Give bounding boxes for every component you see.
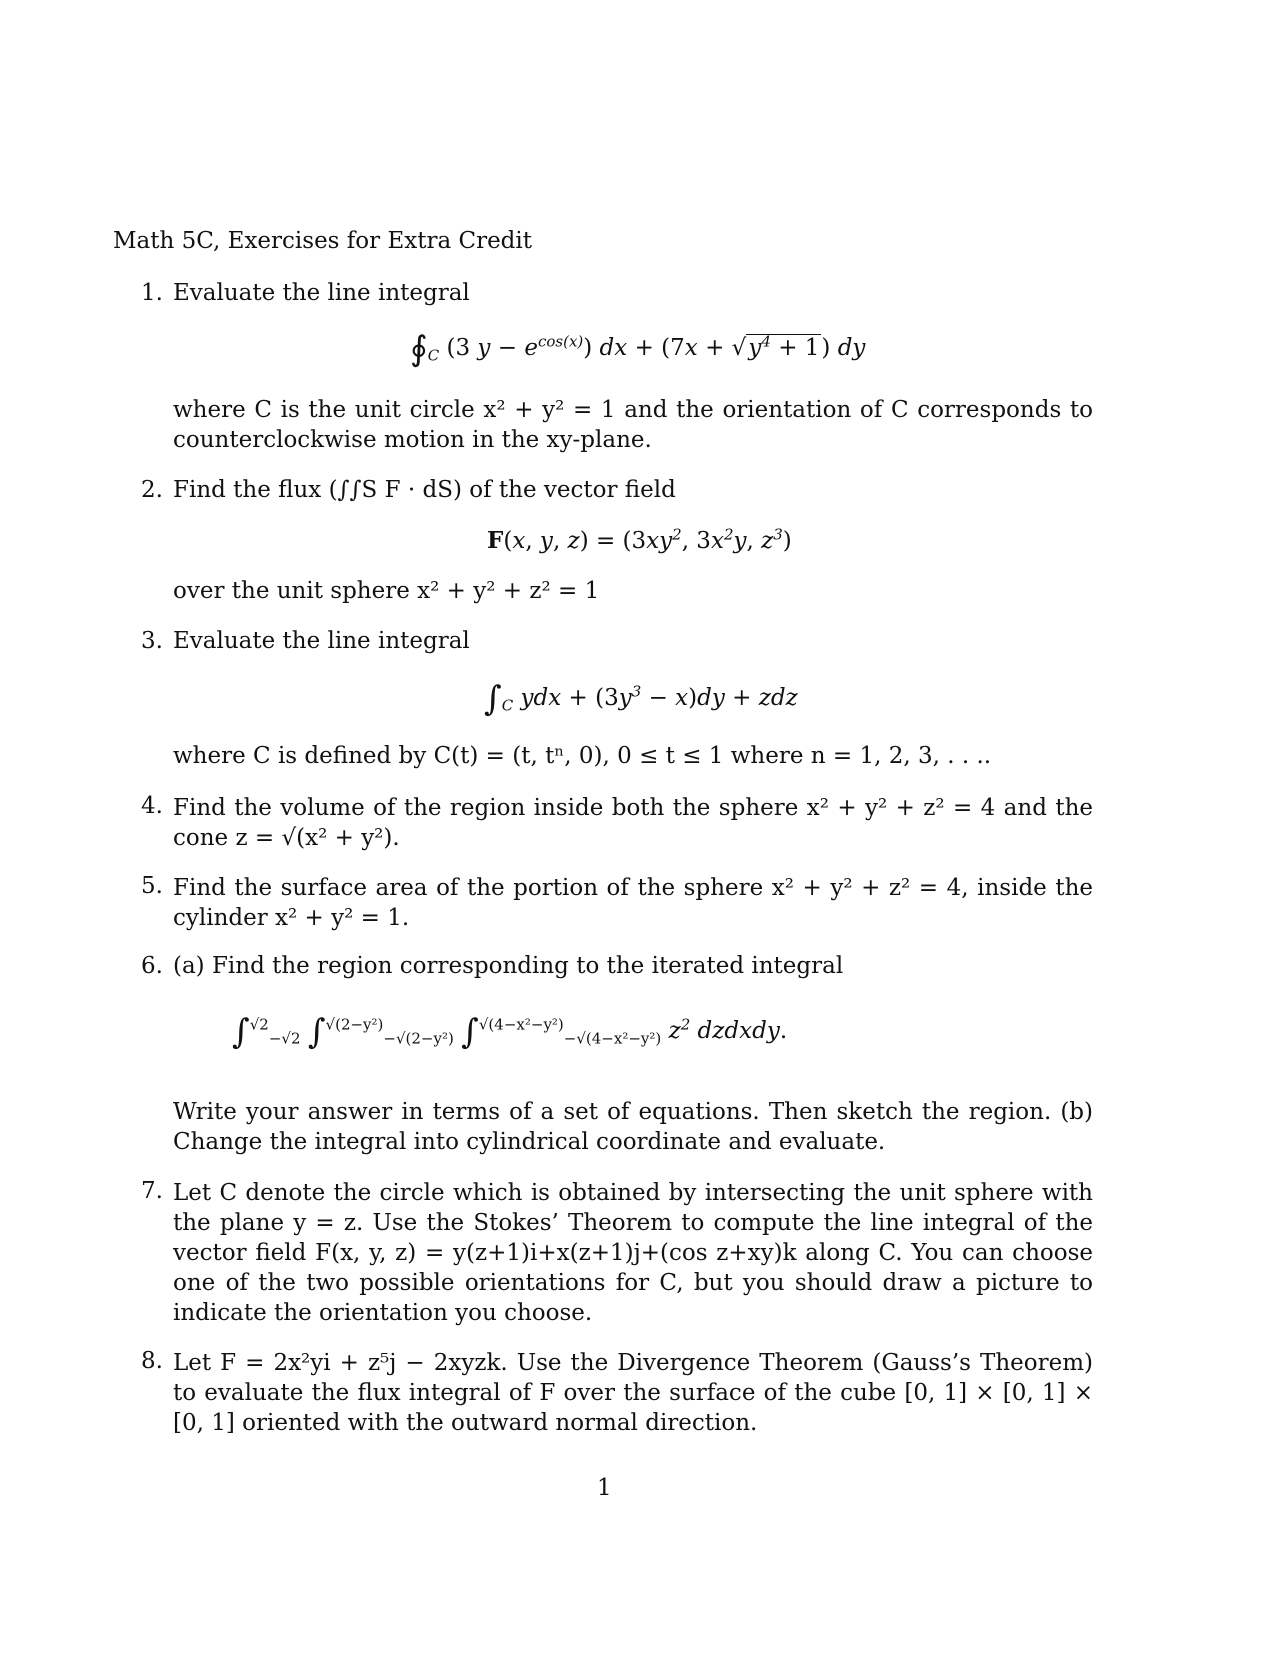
problem-3-number: 3. [141, 628, 163, 654]
problem-4-number: 4. [141, 793, 163, 819]
document-title: Math 5C, Exercises for Extra Credit [113, 228, 533, 254]
problem-6-text: Write your answer in terms of a set of equations. Then sketch the region. (b) Change the integral into cylindrical coordinate and evaluate. [173, 1099, 1093, 1155]
problem-3-text: where C is defined by C(t) = (t, tⁿ, 0), 0 ≤ t ≤ 1 where n = 1, 2, 3, . . .. [173, 743, 992, 769]
problem-7-text: Let C denote the circle which is obtained by intersecting the unit sphere with the plane y = z. Use the Stokes’ Theorem to compute the line integral of the vector field F(x, y, z) = y(z+1)i+x(z+1)j+(cos z+xy)k along C. You can choose one of the two possible orientations for C, but you should draw a picture to indicate the orientation you choose. [173, 1180, 1093, 1326]
problem-1-text: where C is the unit circle x² + y² = 1 and the orientation of C corresponds to counterclockwise motion in the xy-plane. [173, 397, 1093, 453]
problem-4-text: Find the volume of the region inside both the sphere x² + y² + z² = 4 and the cone z = √(x² + y²). [173, 795, 1093, 851]
problem-7-number: 7. [141, 1178, 163, 1204]
problem-6-number: 6. [141, 953, 163, 979]
problem-6-equation: ∫$^{√2}_{-√2}$ ∫$^{√(2-y^2)}_{-√(2-y^2)}$ ∫$^{√(4-x^2-y^2)}_{-√(4-x^2-y^2)}$ $z^2$ dzdxdy. [232, 1012, 788, 1052]
problem-2-text: over the unit sphere x² + y² + z² = 1 [173, 578, 600, 604]
page-number: 1 [597, 1475, 612, 1501]
problem-3-equation: $\int_C$ ydx + $(3y^3 - x)dy$ + zdz [484, 679, 798, 719]
problem-2-number: 2. [141, 477, 163, 503]
problem-8-number: 8. [141, 1348, 163, 1374]
problem-1-equation: $∮_C$ (3 $y - e^{cos(x)}$) dx + $(7x + √y^4 + 1)$ dy [410, 329, 866, 369]
problem-5-number: 5. [141, 873, 163, 899]
problem-2-equation: F(x, y, $z) = (3xy^2$, $3x^2y$, $z^3$) [487, 525, 792, 554]
problem-6-intro: (a) Find the region corresponding to the iterated integral [173, 953, 844, 979]
problem-1-intro: Evaluate the line integral [173, 280, 470, 306]
problem-3-intro: Evaluate the line integral [173, 628, 470, 654]
problem-8-text: Let F = 2x²yi + z⁵j − 2xyzk. Use the Divergence Theorem (Gauss’s Theorem) to evaluate the flux integral of F over the surface of the cube [0, 1] × [0, 1] × [0, 1] oriented with the outward normal direction. [173, 1350, 1093, 1436]
problem-5-text: Find the surface area of the portion of the sphere x² + y² + z² = 4, inside the cylinder x² + y² = 1. [173, 875, 1093, 931]
problem-1-number: 1. [141, 280, 163, 306]
problem-2-intro: Find the flux (∫∫S F · dS) of the vector field [173, 477, 676, 503]
